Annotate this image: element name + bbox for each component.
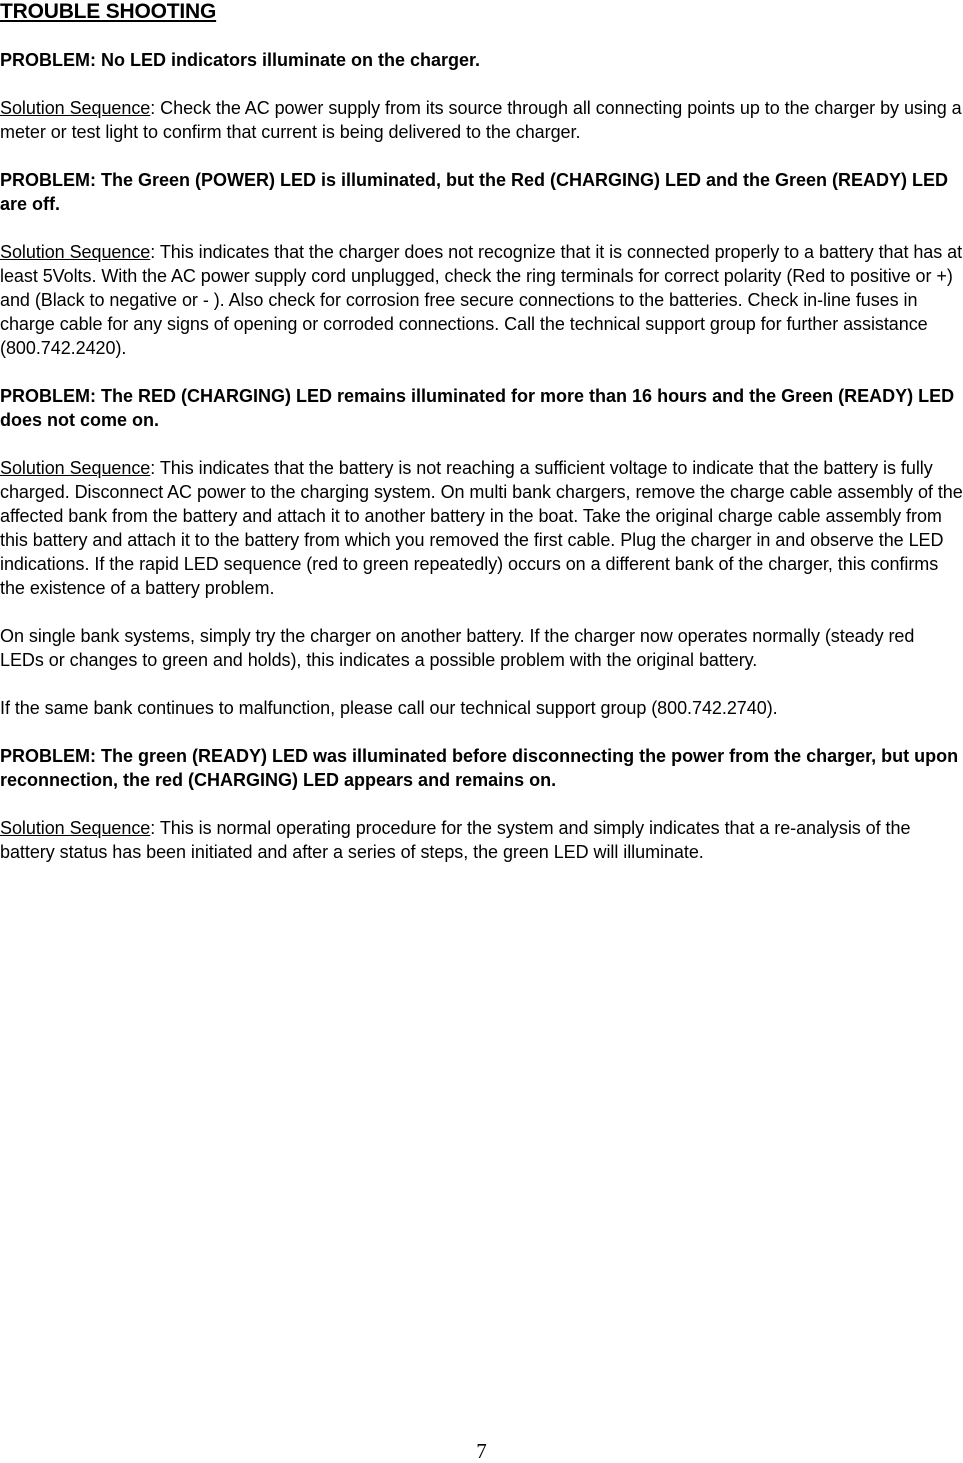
solution-paragraph-2 [0,240,963,360]
solution-paragraph-1 [0,96,963,144]
solution-label: Solution Sequence [0,98,151,118]
page-number: 7 [476,1439,487,1463]
single-bank-paragraph: On single bank systems, simply try the charger on another battery. If the charger now operates normally (steady red LEDs or changes to green and holds), this indicates a possible problem with the original battery. [0,626,915,670]
solution-paragraph-4 [0,816,963,864]
problem-heading-2: PROBLEM: The Green (POWER) LED is illuminated, but the Red (CHARGING) LED and the Green (READY) LED are off. [0,170,949,214]
solution-text-3: : This indicates that the battery is not reaching a sufficient voltage to indicate that the battery is fully charged. Disconnect AC power to the charging system. On multi bank chargers, remove the charge cable assembly of the affected bank from the battery and attach it to another battery in the boat. Take the original charge cable assembly from this battery and attach it to the battery from which you removed the first cable. Plug the charger in and observe the LED indications. If the rapid LED sequence (red to green repeatedly) occurs on a different bank of the charger, this confirms the existence of a battery problem. [0,458,963,598]
solution-label: Solution Sequence [0,242,151,262]
problem-heading-1: PROBLEM: No LED indicators illuminate on the charger. [0,50,481,70]
same-bank-paragraph: If the same bank continues to malfunction, please call our technical support group (800.742.2740). [0,698,778,718]
solution-text-2: : This indicates that the charger does not recognize that it is connected properly to a battery that has at least 5Volts. With the AC power supply cord unplugged, check the ring terminals for correct polarity (Red to positive or +) and (Black to negative or - ). Also check for corrosion free secure connections to the batteries. Check in-line fuses in charge cable for any signs of opening or corroded connections. Call the technical support group for further assistance (800.742.2420). [0,242,963,358]
solution-text-1: : Check the AC power supply from its source through all connecting points up to the charger by using a meter or test light to confirm that current is being delivered to the charger. [0,98,962,142]
solution-paragraph-3 [0,456,963,600]
problem-heading-3: PROBLEM: The RED (CHARGING) LED remains illuminated for more than 16 hours and the Green (READY) LED does not come on. [0,386,955,430]
problem-heading-4: PROBLEM: The green (READY) LED was illuminated before disconnecting the power from the charger, but upon reconnection, the red (CHARGING) LED appears and remains on. [0,746,959,790]
page-title: TROUBLE SHOOTING [0,0,217,23]
solution-text-4: : This is normal operating procedure for the system and simply indicates that a re-analysis of the battery status has been initiated and after a series of steps, the green LED will illuminate. [0,818,911,862]
solution-label: Solution Sequence [0,818,151,838]
solution-label: Solution Sequence [0,458,151,478]
